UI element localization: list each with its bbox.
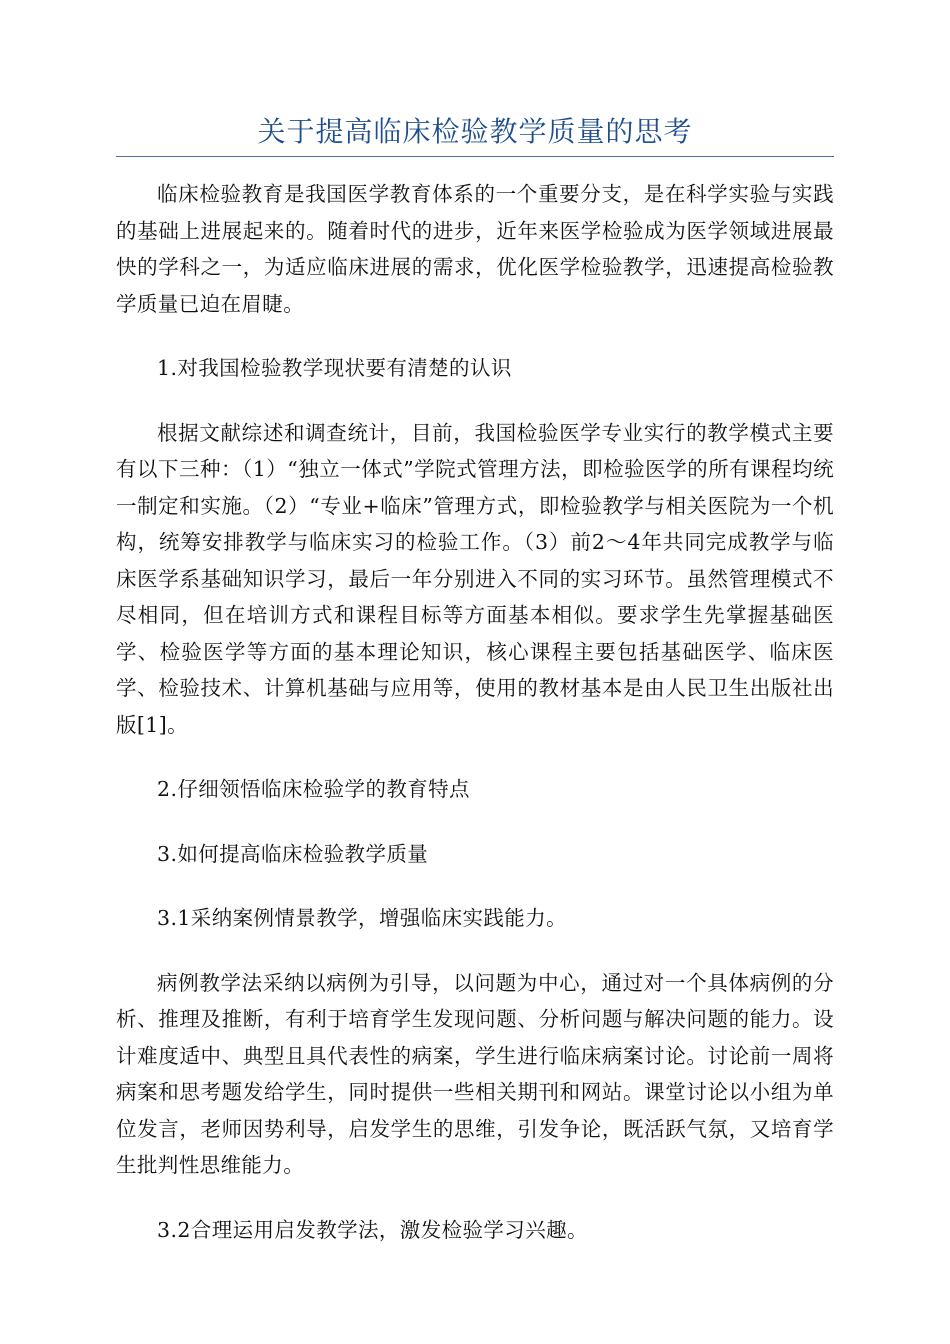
document-body [116,176,834,1248]
subsection-heading-3-2: 3.2合理运用启发教学法，激发检验学习兴趣。 [157,1217,588,1242]
subsection-heading-3-1: 3.1采纳案例情景教学，增强临床实践能力。 [157,906,568,930]
section-heading-2: 2.仔细领悟临床检验学的教育特点 [157,777,470,801]
section-heading-1: 1.对我国检验教学现状要有清楚的认识 [157,356,512,380]
paragraph-teaching-models: 根据文献综述和调查统计，目前，我国检验医学专业实行的教学模式主要有以下三种：（1）“独立一体式”学院式管理方法，即检验医学的所有课程均统一制定和实施。（2）“专业+临床”管理方式，即检验教学与相关医院为一个机构，统筹安排教学与临床实习的检验工作。（3）前2～4年共同完成教学与临床医学系基础知识学习，最后一年分别进入不同的实习环节。虽然管理模式不尽相同，但在培训方式和课程目标等方面基本相似。要求学生先掌握基础医学、检验医学等方面的基本理论知识，核心课程主要包括基础医学、临床医学、检验技术、计算机基础与应用等，使用的教材基本是由人民卫生出版社出版[1]。 [116,420,834,737]
section-heading-3: 3.如何提高临床检验教学质量 [157,841,429,866]
paragraph-intro: 临床检验教育是我国医学教育体系的一个重要分支，是在科学实验与实践的基础上进展起来的。随着时代的进步，近年来医学检验成为医学领域进展最快的学科之一，为适应临床进展的需求，优化医学检验教学，迅速提高检验教学质量已迫在眉睫。 [116,182,834,316]
document-title: 关于提高临床检验教学质量的思考 [257,115,693,148]
title-block [116,112,834,157]
paragraph-case-teaching: 病例教学法采纳以病例为引导，以问题为中心，通过对一个具体病例的分析、推理及推断，有利于培育学生发现问题、分析问题与解决问题的能力。设计难度适中、典型且具代表性的病案，学生进行临床病案讨论。讨论前一周将病案和思考题发给学生，同时提供一些相关期刊和网站。课堂讨论以小组为单位发言，老师因势利导，启发学生的思维，引发争论，既活跃气氛，又培育学生批判性思维能力。 [116,970,834,1177]
